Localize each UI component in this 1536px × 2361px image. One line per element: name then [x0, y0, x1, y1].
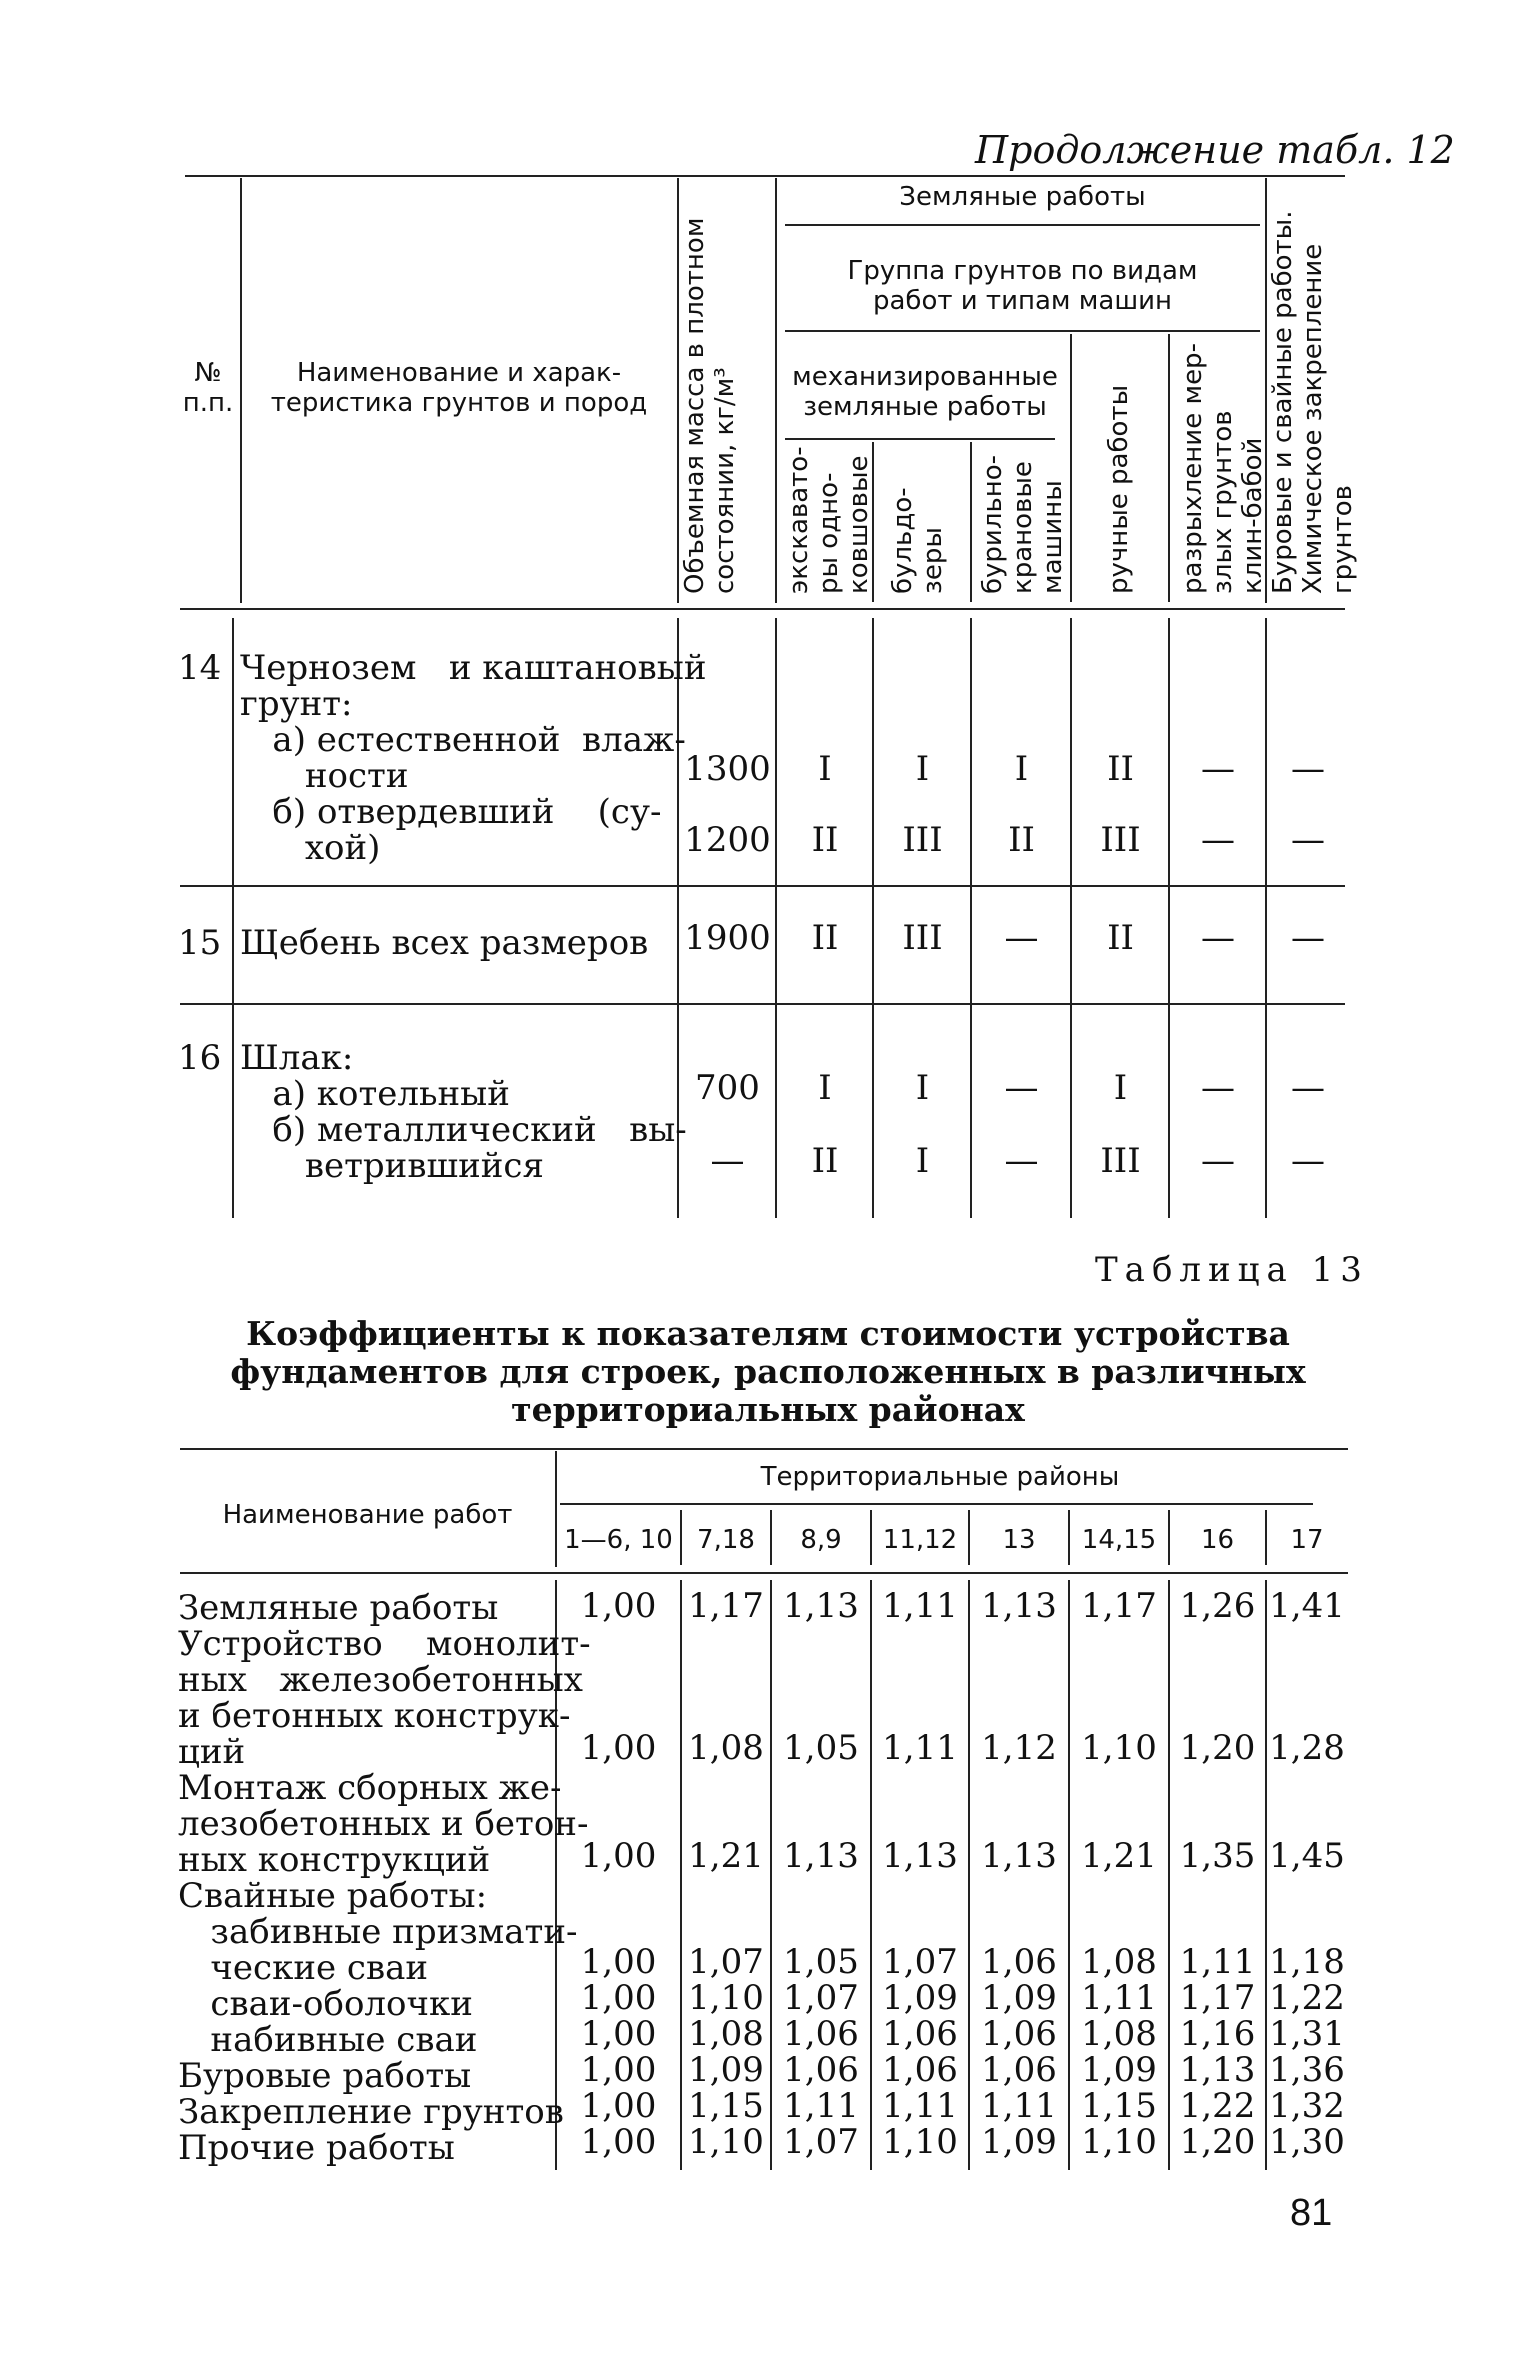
rule [785, 224, 1260, 226]
rule [785, 330, 1260, 332]
table-title-line: территориальных районах [511, 1390, 1025, 1429]
soil-name-line: Шлак: [240, 1038, 354, 1078]
coefficient: 1,15 [1081, 2086, 1157, 2126]
page-number: 81 [1290, 2192, 1333, 2234]
loosening-group: — [1201, 1141, 1235, 1181]
column-header-work-name: Наименование работ [222, 1500, 513, 1530]
soil-name-line: Чернозем и каштановый [240, 648, 707, 688]
rule [180, 885, 1345, 887]
soil-name-line: грунт: [240, 684, 353, 724]
group-header-earthworks: Земляные работы [899, 182, 1146, 212]
loosening-group: — [1201, 1068, 1235, 1108]
table-title [180, 1315, 1356, 1429]
region-header: 1—6, 10 [564, 1525, 673, 1555]
coefficient: 1,16 [1179, 2014, 1256, 2054]
coefficient: 1,17 [1081, 1586, 1157, 1626]
rule [775, 618, 777, 1218]
coefficient: 1,09 [981, 2122, 1057, 2162]
row-number: 16 [178, 1038, 222, 1078]
coefficient: 1,31 [1269, 2014, 1345, 2054]
bulldozer-group: I [915, 749, 930, 789]
work-name-line: Устройство монолит- [178, 1624, 591, 1664]
group-header-soil-groups: Группа грунтов по видам работ и типам машин [847, 256, 1198, 316]
coefficient: 1,00 [580, 1942, 657, 1982]
rule [180, 1572, 1348, 1574]
work-name-line: ных конструкций [178, 1840, 491, 1880]
column-header-volume-mass: Объемная масса в плотном состоянии, кг/м³ [680, 217, 740, 594]
work-name-line: Буровые работы [178, 2056, 472, 2096]
manual-group: III [1100, 820, 1141, 860]
column-header-drilling-pile: Буровые и свайные работы. Химическое закрепление грунтов [1268, 210, 1358, 594]
soil-name-line: а) котельный [240, 1074, 510, 1114]
coefficient: 1,13 [783, 1836, 859, 1876]
soil-name-line: а) естественной влаж- [240, 720, 686, 760]
coefficient: 1,45 [1269, 1836, 1345, 1876]
coefficient: 1,05 [783, 1728, 859, 1768]
rule [970, 442, 972, 602]
coefficient: 1,26 [1179, 1586, 1256, 1626]
work-name-line: Монтаж сборных же- [178, 1768, 562, 1808]
drilling-group: — [1004, 1068, 1039, 1108]
bulldozer-group: I [915, 1068, 930, 1108]
mass-value: 1300 [684, 749, 771, 789]
coefficient: 1,11 [1179, 1942, 1256, 1982]
coefficient: 1,11 [882, 1728, 958, 1768]
coefficient: 1,07 [688, 1942, 764, 1982]
coefficient: 1,05 [783, 1942, 859, 1982]
work-name-line: Закрепление грунтов [178, 2092, 564, 2132]
rule [785, 438, 1055, 440]
coefficient: 1,00 [580, 2014, 657, 2054]
coefficient: 1,00 [580, 1586, 657, 1626]
coefficient: 1,07 [783, 1978, 859, 2018]
coefficient: 1,09 [688, 2050, 764, 2090]
rule [677, 178, 679, 603]
mass-value: 700 [695, 1068, 760, 1108]
coefficient: 1,15 [688, 2086, 764, 2126]
coefficient: 1,07 [882, 1942, 958, 1982]
rule [180, 608, 1345, 610]
coefficient: 1,06 [783, 2014, 859, 2054]
coefficient: 1,13 [1179, 2050, 1256, 2090]
coefficient: 1,11 [1081, 1978, 1157, 2018]
work-name-line: набивные сваи [178, 2020, 478, 2060]
table-title-line: Коэффициенты к показателям стоимости устройства [246, 1314, 1290, 1353]
coefficient: 1,28 [1269, 1728, 1345, 1768]
region-header: 11,12 [882, 1525, 958, 1555]
region-header: 13 [1002, 1525, 1036, 1555]
coefficient: 1,06 [882, 2050, 958, 2090]
bulldozer-group: I [915, 1141, 930, 1181]
pile-group: — [1291, 1068, 1325, 1108]
mass-value: — [710, 1141, 745, 1181]
manual-group: II [1107, 749, 1134, 789]
coefficient: 1,30 [1269, 2122, 1345, 2162]
coefficient: 1,06 [882, 2014, 958, 2054]
coefficient: 1,20 [1179, 1728, 1256, 1768]
mass-value: 1200 [684, 820, 771, 860]
drilling-group: I [1014, 749, 1029, 789]
column-header-drilling-machines: бурильно- крановые машины [978, 454, 1068, 594]
work-name-line: сваи-оболочки [178, 1984, 473, 2024]
rule [775, 178, 777, 603]
rule [240, 178, 242, 603]
manual-group: III [1100, 1141, 1141, 1181]
drilling-group: — [1004, 918, 1039, 958]
coefficient: 1,09 [981, 1978, 1057, 2018]
coefficient: 1,20 [1179, 2122, 1256, 2162]
work-name-line: ческие сваи [178, 1948, 429, 1988]
column-header-manual-work: ручные работы [1104, 384, 1134, 594]
manual-group: II [1107, 918, 1134, 958]
manual-group: I [1113, 1068, 1128, 1108]
coefficient: 1,00 [580, 1978, 657, 2018]
coefficient: 1,18 [1269, 1942, 1345, 1982]
coefficient: 1,08 [1081, 1942, 1157, 1982]
coefficient: 1,06 [981, 2014, 1057, 2054]
coefficient: 1,17 [688, 1586, 764, 1626]
soil-name-line: хой) [240, 828, 381, 868]
coefficient: 1,06 [783, 2050, 859, 2090]
table-title-line: фундаментов для строек, расположенных в различных [230, 1352, 1306, 1391]
loosening-group: — [1201, 918, 1235, 958]
rule [232, 618, 234, 1218]
work-name-line: Земляные работы [178, 1588, 499, 1628]
work-name-line: Прочие работы [178, 2128, 455, 2168]
column-header-number: № п.п. [182, 358, 234, 418]
region-header: 8,9 [800, 1525, 842, 1555]
coefficient: 1,12 [981, 1728, 1057, 1768]
rule [1168, 334, 1170, 602]
soil-name-line: Щебень всех размеров [240, 923, 649, 963]
coefficient: 1,10 [688, 1978, 764, 2018]
continuation-caption: Продолжение табл. 12 [975, 128, 1455, 172]
drilling-group: — [1004, 1141, 1039, 1181]
excavator-group: II [811, 918, 839, 958]
coefficient: 1,06 [981, 2050, 1057, 2090]
coefficient: 1,22 [1179, 2086, 1256, 2126]
coefficient: 1,22 [1269, 1978, 1345, 2018]
region-header: 7,18 [697, 1525, 755, 1555]
rule [1265, 618, 1267, 1218]
excavator-group: II [811, 1141, 839, 1181]
row-number: 15 [178, 923, 222, 963]
coefficient: 1,11 [882, 2086, 958, 2126]
coefficient: 1,35 [1179, 1836, 1256, 1876]
region-header: 16 [1200, 1525, 1235, 1555]
soil-name-line: ветрившийся [240, 1146, 544, 1186]
column-header-excavators: экскавато- ры одно- ковшовые [784, 446, 874, 594]
coefficient: 1,00 [580, 2050, 657, 2090]
coefficient: 1,10 [882, 2122, 958, 2162]
column-header-frozen-loosening: разрыхление мер- злых грунтов клин-бабой [1178, 343, 1268, 594]
rule [1070, 334, 1072, 602]
region-header: 14,15 [1081, 1525, 1157, 1555]
rule [185, 175, 1345, 177]
coefficient: 1,00 [580, 1836, 657, 1876]
coefficient: 1,21 [1081, 1836, 1157, 1876]
work-name-line: лезобетонных и бетон- [178, 1804, 589, 1844]
coefficient: 1,08 [1081, 2014, 1157, 2054]
pile-group: — [1291, 749, 1325, 789]
rule [560, 1503, 1313, 1505]
work-name-line: ций [178, 1732, 246, 1772]
rule [872, 618, 874, 1218]
coefficient: 1,13 [981, 1836, 1057, 1876]
rule [180, 1448, 1348, 1450]
row-number: 14 [178, 648, 222, 688]
coefficient: 1,08 [688, 1728, 764, 1768]
coefficient: 1,09 [1081, 2050, 1157, 2090]
work-name-line: забивные призмати- [178, 1912, 578, 1952]
work-name-line: Свайные работы: [178, 1876, 488, 1916]
region-header: 17 [1290, 1525, 1324, 1555]
coefficient: 1,32 [1269, 2086, 1345, 2126]
coefficient: 1,07 [783, 2122, 859, 2162]
coefficient: 1,21 [688, 1836, 764, 1876]
soil-name-line: б) металлический вы- [240, 1110, 687, 1150]
coefficient: 1,00 [580, 2086, 657, 2126]
work-name-line: и бетонных конструк- [178, 1696, 571, 1736]
coefficient: 1,11 [783, 2086, 859, 2126]
column-header-name: Наименование и харак- теристика грунтов и пород [270, 358, 648, 418]
coefficient: 1,41 [1269, 1586, 1345, 1626]
rule [970, 618, 972, 1218]
pile-group: — [1291, 1141, 1325, 1181]
coefficient: 1,00 [580, 1728, 657, 1768]
coefficient: 1,08 [688, 2014, 764, 2054]
soil-name-line: б) отвердевший (су- [240, 792, 662, 832]
bulldozer-group: III [902, 820, 943, 860]
bulldozer-group: III [902, 918, 943, 958]
soil-name-line: ности [240, 756, 409, 796]
coefficient: 1,13 [882, 1836, 958, 1876]
coefficient: 1,36 [1269, 2050, 1345, 2090]
coefficient: 1,11 [882, 1586, 958, 1626]
drilling-group: II [1008, 820, 1035, 860]
column-header-bulldozers: бульдо- зеры [888, 487, 948, 594]
coefficient: 1,10 [1081, 2122, 1157, 2162]
work-name-line: ных железобетонных [178, 1660, 583, 1700]
coefficient: 1,17 [1179, 1978, 1256, 2018]
coefficient: 1,10 [1081, 1728, 1157, 1768]
table-label: Таблица 13 [1095, 1250, 1369, 1290]
coefficient: 1,06 [981, 1942, 1057, 1982]
coefficient: 1,10 [688, 2122, 764, 2162]
coefficient: 1,00 [580, 2122, 657, 2162]
coefficient: 1,09 [882, 1978, 958, 2018]
coefficient: 1,13 [783, 1586, 859, 1626]
group-header-regions: Территориальные районы [760, 1462, 1120, 1492]
excavator-group: I [818, 1068, 832, 1108]
mass-value: 1900 [684, 918, 771, 958]
excavator-group: II [811, 820, 839, 860]
loosening-group: — [1201, 749, 1235, 789]
coefficient: 1,13 [981, 1586, 1057, 1626]
loosening-group: — [1201, 820, 1235, 860]
group-header-mechanized: механизированные земляные работы [792, 362, 1058, 422]
rule [1070, 618, 1072, 1218]
pile-group: — [1291, 820, 1325, 860]
excavator-group: I [818, 749, 832, 789]
rule [1168, 618, 1170, 1218]
coefficient: 1,11 [981, 2086, 1057, 2126]
pile-group: — [1291, 918, 1325, 958]
rule [180, 1003, 1345, 1005]
